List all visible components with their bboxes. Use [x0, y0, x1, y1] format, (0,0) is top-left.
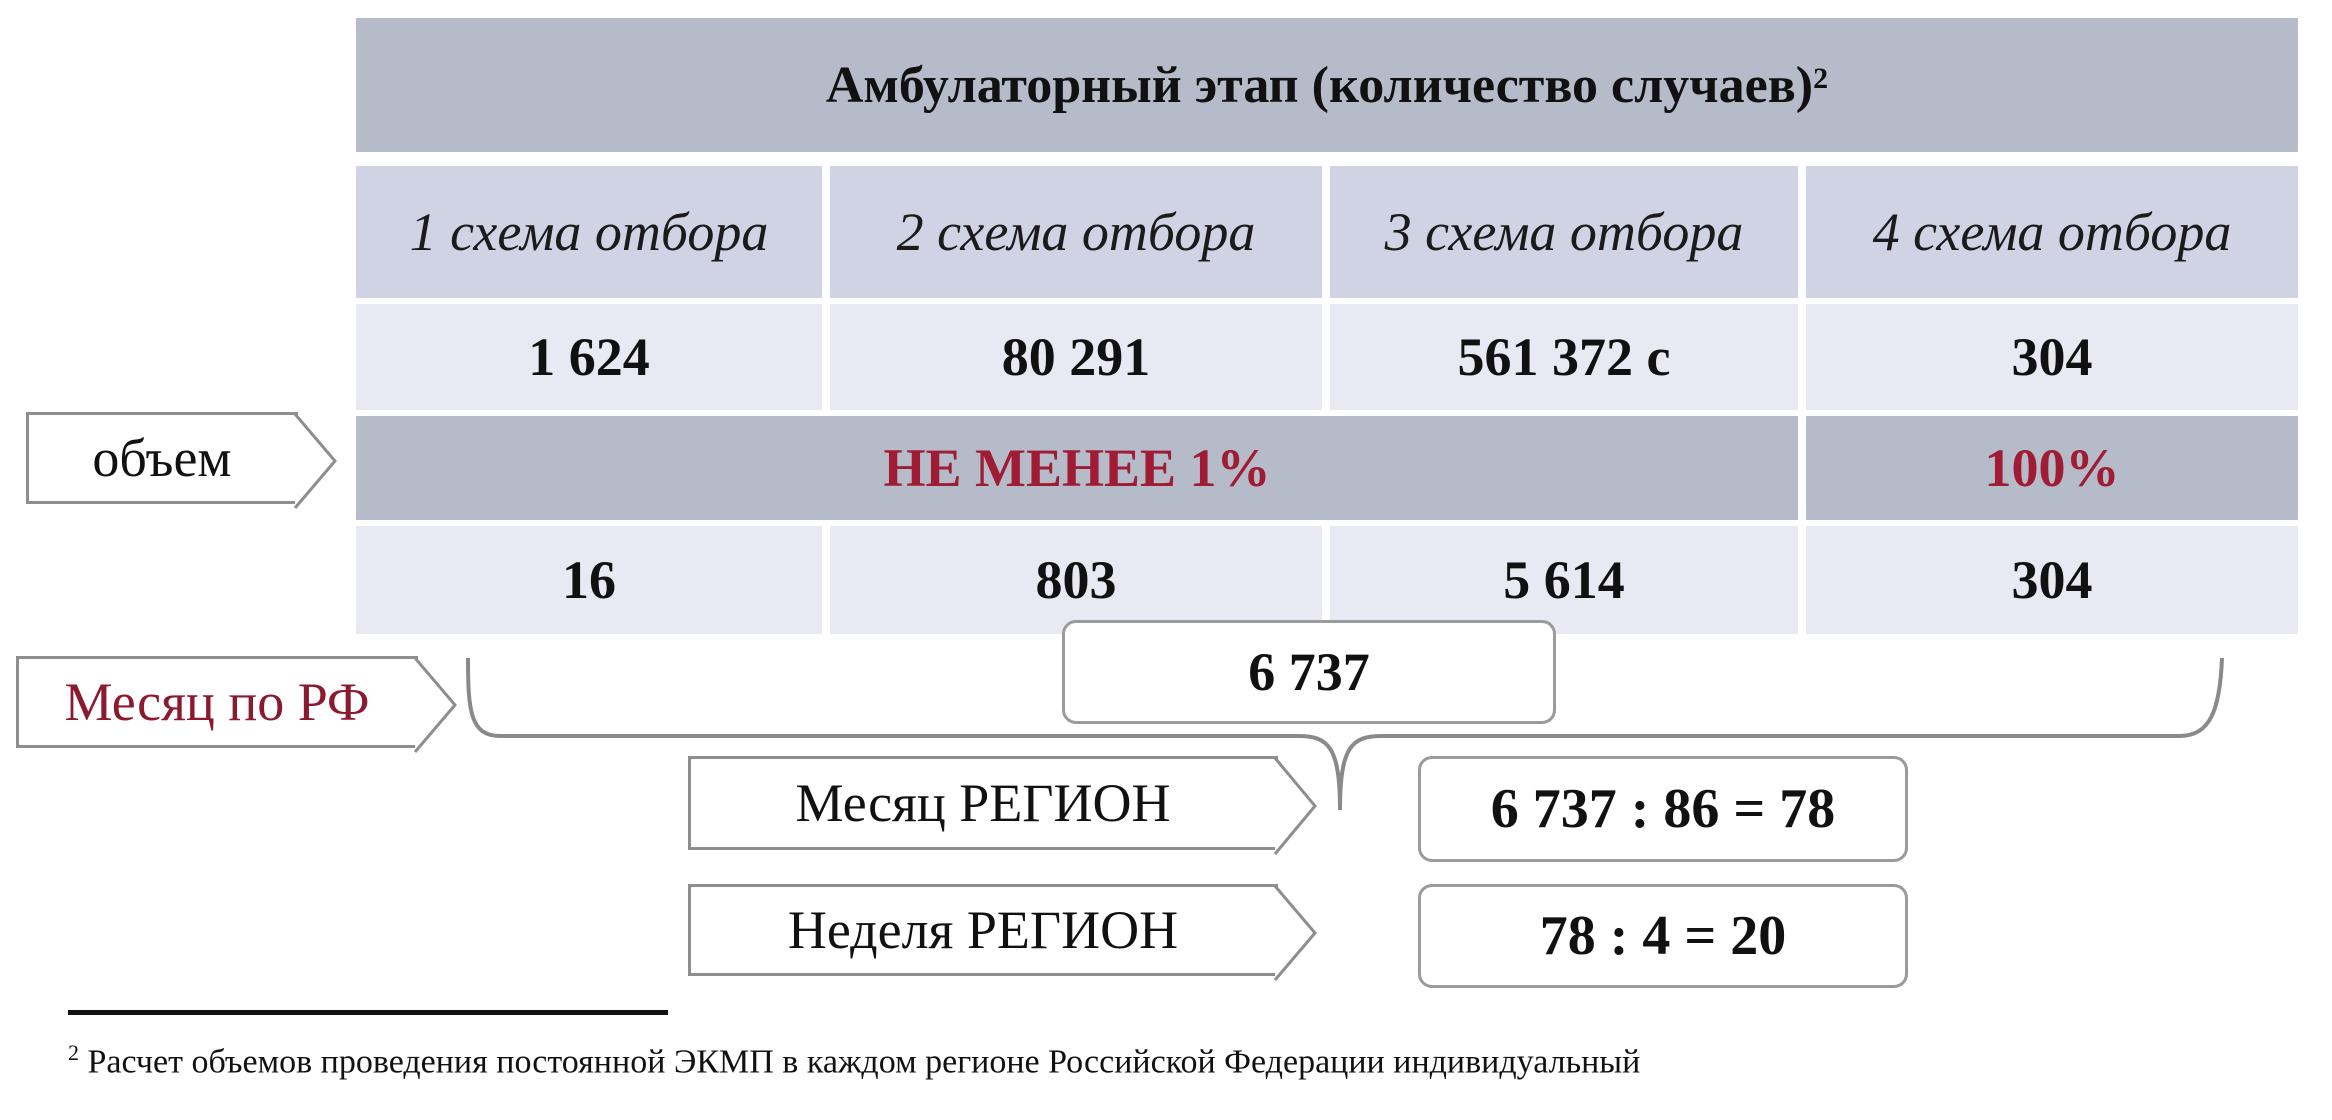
- week-region-callout: [688, 884, 1278, 976]
- week-region-calc: 78 : 4 = 20: [1418, 884, 1908, 988]
- sample-cell-2: 803: [830, 526, 1322, 634]
- month-region-arrow-icon: [1273, 756, 1319, 856]
- total-cell-2: 80 291: [830, 304, 1322, 410]
- volume-label: объем: [92, 428, 232, 488]
- sample-cell-4: 304: [1806, 526, 2298, 634]
- scheme-header-4: 4 схема отбора: [1806, 166, 2298, 298]
- week-region-arrow-icon: [1273, 884, 1319, 982]
- footnote-text: Расчет объемов проведения постоянной ЭКМП в каждом регионе Российской Федерации индивидуальный: [87, 1043, 1641, 1081]
- month-region-label: Месяц РЕГИОН: [795, 773, 1171, 833]
- volume-band-last: 100%: [1806, 416, 2298, 520]
- sample-cell-1: 16: [356, 526, 822, 634]
- footnote-separator: [68, 1010, 668, 1015]
- month-rf-callout: [16, 656, 418, 748]
- total-cell-4: 304: [1806, 304, 2298, 410]
- month-rf-arrow-icon: [413, 656, 459, 754]
- total-cell-3: 561 372 с: [1330, 304, 1798, 410]
- title-footnote-marker: 2: [1813, 62, 1829, 95]
- month-region-callout: [688, 756, 1278, 850]
- scheme-header-3: 3 схема отбора: [1330, 166, 1798, 298]
- table-title-text: Амбулаторный этап (количество случаев): [825, 56, 1814, 114]
- sample-cell-3: 5 614: [1330, 526, 1798, 634]
- scheme-header-2: 2 схема отбора: [830, 166, 1322, 298]
- table-title: [356, 18, 2298, 152]
- volume-band-main: НЕ МЕНЕЕ 1%: [356, 416, 1798, 520]
- footnote-marker: 2: [68, 1040, 79, 1065]
- week-region-label: Неделя РЕГИОН: [787, 900, 1179, 960]
- month-region-calc: 6 737 : 86 = 78: [1418, 756, 1908, 862]
- month-rf-total: 6 737: [1062, 620, 1556, 724]
- total-cell-1: 1 624: [356, 304, 822, 410]
- volume-arrow-icon: [293, 412, 339, 510]
- scheme-header-1: 1 схема отбора: [356, 166, 822, 298]
- volume-callout: [26, 412, 298, 504]
- month-rf-label: Месяц по РФ: [64, 672, 370, 732]
- footnote: [68, 1040, 1640, 1081]
